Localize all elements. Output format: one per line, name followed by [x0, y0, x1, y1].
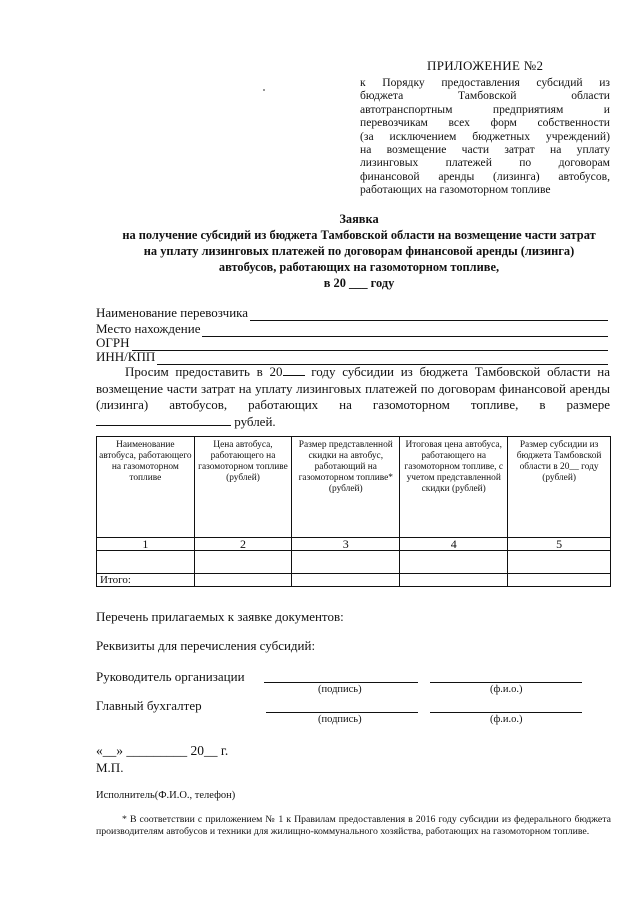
appendix-line: на возмещение части затрат на уплату [360, 143, 610, 157]
table-cell[interactable] [400, 551, 508, 574]
table-cell[interactable] [508, 551, 611, 574]
date-line[interactable]: «__» _________ 20__ г. [96, 743, 229, 758]
document-title: Заявка [339, 212, 379, 226]
year-blank[interactable] [283, 364, 305, 376]
subsidy-table [96, 436, 611, 587]
table-cell[interactable] [400, 574, 508, 587]
appendix-line: лизинговых платежей по договорам [360, 156, 610, 170]
accountant-name-line[interactable] [430, 711, 582, 713]
total-label: Итого: [97, 574, 195, 587]
executor-label: Исполнитель(Ф.И.О., телефон) [96, 790, 236, 801]
appendix-line: работающих на газомоторном топливе [360, 183, 551, 197]
head-name-line[interactable] [430, 681, 582, 683]
appendix-line: к Порядку предоставления субсидий из [360, 76, 610, 89]
carrier-name-blank[interactable] [250, 308, 608, 321]
appendix-line: финансовой аренды (лизинга) автобусов, [360, 169, 610, 183]
name-caption: (ф.и.о.) [490, 684, 523, 695]
heading-line: автобусов, работающих на газомоторном топливе, [218, 260, 500, 274]
appendix-description [360, 76, 610, 197]
appendix-line: перевозчикам всех форм собственности [360, 116, 610, 130]
carrier-name-field[interactable] [96, 305, 608, 321]
column-header: Размер представленной скидки на автобус, работающий на газомоторном топливе* (рублей) [292, 437, 400, 538]
accountant-label: Главный бухгалтер [96, 698, 202, 713]
footnote-text: * В соответствии с приложением № 1 к Правилам предоставления в 2016 году субсидии из федерального бюджета производителям автобусов и техники для жилищно-коммунального хозяйства, работающих на газомоторном топливе. [96, 814, 611, 838]
scan-speck [263, 89, 265, 91]
request-paragraph [96, 364, 610, 430]
appendix-line: автотранспортным предприятиям и [360, 102, 610, 116]
table-row [97, 551, 611, 574]
appendix-line: (за исключением бюджетных учреждений) [360, 129, 610, 143]
amount-blank[interactable] [96, 414, 231, 426]
column-header: Размер субсидии из бюджета Тамбовской области в 20__ году (рублей) [508, 437, 611, 538]
column-number: 3 [292, 538, 400, 551]
table-cell[interactable] [508, 574, 611, 587]
column-number: 4 [400, 538, 508, 551]
heading-line: на уплату лизинговых платежей по договорам финансовой аренды (лизинга) [143, 244, 575, 258]
heading-line: на получение субсидий из бюджета Тамбовской области на возмещение части затрат [122, 228, 596, 242]
table-cell[interactable] [292, 551, 400, 574]
head-signature-line[interactable] [264, 681, 418, 683]
appendix-title: ПРИЛОЖЕНИЕ №2 [427, 58, 544, 73]
table-cell[interactable] [292, 574, 400, 587]
request-text-start: Просим предоставить в 20 [125, 364, 283, 379]
table-cell[interactable] [194, 574, 292, 587]
appendix-line: бюджета Тамбовской области [360, 89, 610, 103]
stamp-place: М.П. [96, 760, 124, 775]
accountant-signature-line[interactable] [266, 711, 418, 713]
head-label: Руководитель организации [96, 669, 245, 684]
carrier-name-label: Наименование перевозчика [96, 305, 249, 320]
footnote [96, 814, 611, 839]
name-caption: (ф.и.о.) [490, 714, 523, 725]
requisites-label: Реквизиты для перечисления субсидий: [96, 638, 316, 653]
signature-caption: (подпись) [318, 714, 362, 725]
table-cell[interactable] [97, 551, 195, 574]
table-cell[interactable] [194, 551, 292, 574]
column-number: 5 [508, 538, 611, 551]
document-heading [88, 211, 630, 291]
inn-kpp-field[interactable] [96, 349, 608, 365]
column-header: Итоговая цена автобуса, работающего на газомоторном топливе, с учетом представленной скидки (рублей) [400, 437, 508, 538]
total-row [97, 574, 611, 587]
request-text-middle: году субсидии из бюджета Тамбовской области на возмещение части затрат на уплату лизинговых платежей по договорам финансовой аренды (лизинга) автобусов, работающих на газомоторном топливе, в размере [96, 364, 610, 412]
heading-year: в 20 ___ году [323, 276, 395, 290]
documents-label: Перечень прилагаемых к заявке документов: [96, 609, 344, 624]
column-header: Наименование автобуса, работающего на газомоторном топливе [97, 437, 195, 538]
column-header: Цена автобуса, работающего на газомоторном топливе (рублей) [194, 437, 292, 538]
inn-kpp-label: ИНН/КПП [96, 349, 156, 364]
ogrn-label: ОГРН [96, 335, 130, 350]
column-number: 2 [194, 538, 292, 551]
column-number: 1 [97, 538, 195, 551]
signature-caption: (подпись) [318, 684, 362, 695]
location-label: Место нахождение [96, 321, 201, 336]
request-text-end: рублей. [231, 413, 276, 429]
